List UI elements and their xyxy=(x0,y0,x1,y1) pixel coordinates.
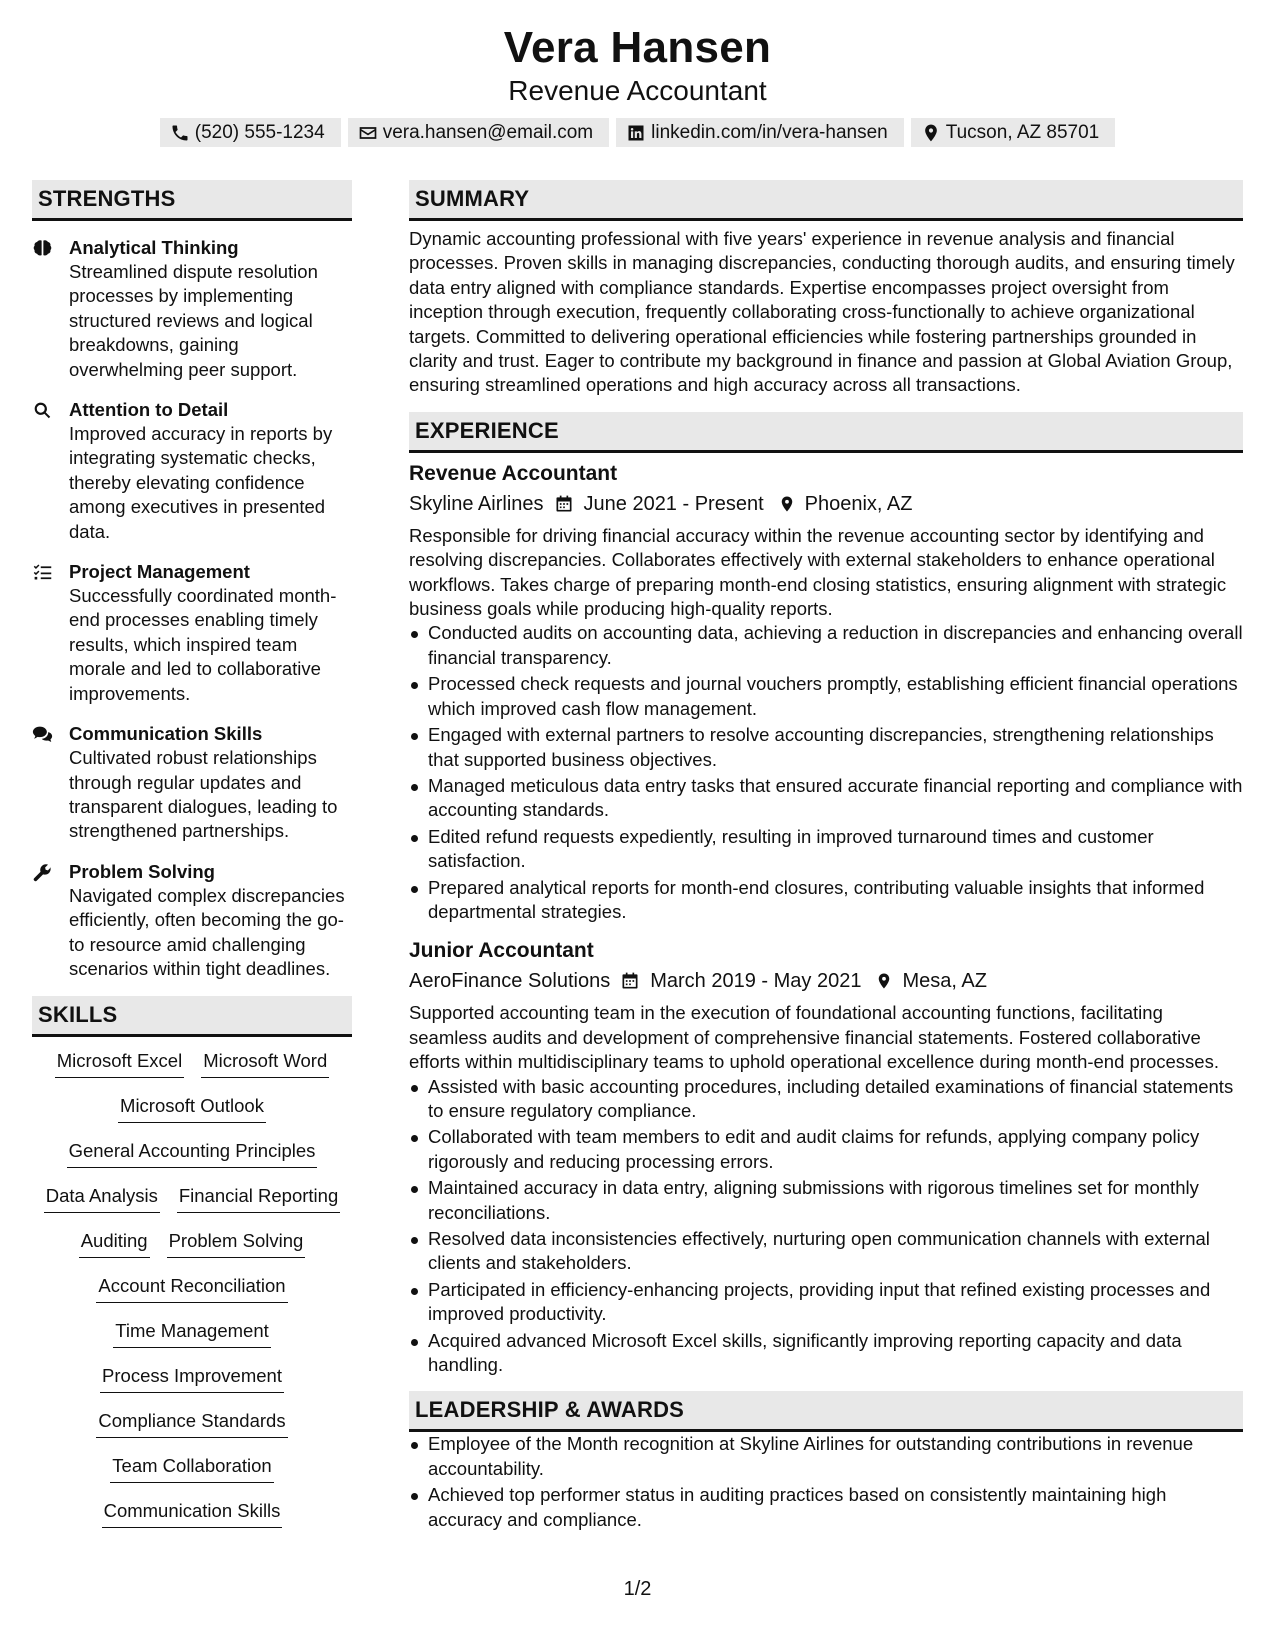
strength-description: Successfully coordinated month-end processes enabling timely results, which inspired team morale and led to collaborative improvements. xyxy=(69,585,337,704)
skill-tag: Microsoft Excel xyxy=(55,1049,184,1078)
strength-description: Streamlined dispute resolution processes by implementing structured reviews and logical breakdowns, gaining overwhelming peer support. xyxy=(69,261,318,380)
job-entry xyxy=(409,936,1243,1377)
contact-linkedin-text: linkedin.com/in/vera-hansen xyxy=(651,121,888,143)
award-item: Achieved top performer status in auditing practices based on consistently maintaining high accuracy and compliance. xyxy=(409,1483,1243,1532)
phone-icon xyxy=(170,123,190,143)
bullet-item: Conducted audits on accounting data, achieving a reduction in discrepancies and enhancing overall financial transparency. xyxy=(409,621,1243,670)
page-number: 1/2 xyxy=(623,1578,652,1600)
task-list-icon xyxy=(32,562,53,583)
skill-tag: Problem Solving xyxy=(167,1229,306,1258)
skill-row xyxy=(32,1319,352,1364)
envelope-icon xyxy=(358,123,378,143)
strengths-list xyxy=(32,235,352,981)
awards-heading: LEADERSHIP & AWARDS xyxy=(409,1391,1243,1432)
job-location: Phoenix, AZ xyxy=(804,492,913,515)
experience-heading: EXPERIENCE xyxy=(409,412,1243,453)
strength-item xyxy=(32,559,352,706)
contact-location-text: Tucson, AZ 85701 xyxy=(945,121,1100,143)
contact-linkedin xyxy=(616,118,904,147)
bullet-item: Engaged with external partners to resolve accounting discrepancies, strengthening relationships that supported business objectives. xyxy=(409,723,1243,772)
resume-header xyxy=(0,22,1275,147)
summary-text: Dynamic accounting professional with five years' experience in revenue analysis and financial processes. Proven skills in managing discrepancies, conducting thorough audits, and ensuring timely data entry aligned with compliance standards. Expertise encompasses project oversight from inception through execution, frequently collaborating cross-functionally to achieve organizational targets. Committed to delivering operational efficiencies while fostering partnerships grounded in clarity and trust. Eager to contribute my background in finance and passion at Global Aviation Group, ensuring streamlined operations and high accuracy across all transactions. xyxy=(409,228,1235,396)
strength-description: Navigated complex discrepancies efficiently, often becoming the go-to resource amid challenging scenarios within tight deadlines. xyxy=(69,884,345,979)
skill-tag: Process Improvement xyxy=(100,1364,284,1393)
job-company: AeroFinance Solutions xyxy=(409,970,611,993)
strength-title: Communication Skills xyxy=(69,723,263,745)
skill-row xyxy=(32,1184,352,1229)
job-description: Responsible for driving financial accuracy within the revenue accounting sector by identifying and resolving discrepancies. Collaborates effectively with external stakeholders to enhance operational workflows. Takes charge of preparing month-end closing statistics, ensuring alignment with strategic business goals while producing high-quality reports. xyxy=(409,524,1227,620)
skill-row xyxy=(32,1229,352,1274)
bullet-item: Prepared analytical reports for month-end closures, contributing valuable insights that informed departmental strategies. xyxy=(409,876,1243,925)
brain-icon xyxy=(32,238,53,259)
skill-row xyxy=(32,1274,352,1319)
strength-title: Problem Solving xyxy=(69,860,215,882)
job-company: Skyline Airlines xyxy=(409,492,544,515)
contact-location xyxy=(911,118,1116,147)
right-column xyxy=(409,180,1243,1534)
strengths-heading: STRENGTHS xyxy=(32,180,352,221)
skill-tag: Financial Reporting xyxy=(177,1184,340,1213)
skill-row xyxy=(32,1364,352,1409)
bullet-item: Collaborated with team members to edit and audit claims for refunds, applying company policy rigorously and reducing processing errors. xyxy=(409,1125,1243,1174)
candidate-name: Vera Hansen xyxy=(503,23,772,72)
bullet-item: Processed check requests and journal vouchers promptly, establishing efficient financial operations which improved cash flow management. xyxy=(409,672,1243,721)
strength-item xyxy=(32,235,352,382)
skills-list xyxy=(32,1049,352,1544)
strength-title: Attention to Detail xyxy=(69,399,229,421)
job-dates: March 2019 - May 2021 xyxy=(650,970,862,993)
candidate-role: Revenue Accountant xyxy=(508,75,767,106)
award-item: Employee of the Month recognition at Skyline Airlines for outstanding contributions in revenue accountability. xyxy=(409,1432,1243,1481)
job-meta xyxy=(409,966,1243,996)
map-pin-icon xyxy=(875,971,893,991)
map-pin-icon xyxy=(778,494,796,514)
strength-title: Analytical Thinking xyxy=(69,237,239,258)
calendar-icon xyxy=(554,494,574,514)
bullet-item: Maintained accuracy in data entry, aligning submissions with rigorous timelines set for monthly reconciliations. xyxy=(409,1176,1243,1225)
job-entry xyxy=(409,459,1243,925)
bullet-item: Edited refund requests expediently, resulting in improved turnaround times and customer satisfaction. xyxy=(409,825,1243,874)
strength-item xyxy=(32,397,352,544)
chat-bubbles-icon xyxy=(32,724,53,745)
skills-heading: SKILLS xyxy=(32,996,352,1037)
contact-email-text: vera.hansen@email.com xyxy=(382,121,594,143)
skill-row xyxy=(32,1499,352,1544)
strength-description: Improved accuracy in reports by integrating systematic checks, thereby elevating confidence among executives in presented data. xyxy=(69,423,333,542)
job-meta xyxy=(409,489,1243,519)
magnifier-icon xyxy=(32,400,53,421)
contact-phone-text: (520) 555-1234 xyxy=(194,121,325,143)
linkedin-icon xyxy=(626,123,646,143)
bullet-item: Assisted with basic accounting procedures, including detailed examinations of financial statements to ensure regulatory compliance. xyxy=(409,1075,1243,1124)
job-title: Junior Accountant xyxy=(409,939,594,963)
skill-tag: Account Reconciliation xyxy=(96,1274,287,1303)
skill-tag: Communication Skills xyxy=(102,1499,283,1528)
job-bullets xyxy=(409,621,1243,924)
strength-item xyxy=(32,721,352,844)
skill-tag: Microsoft Word xyxy=(201,1049,329,1078)
skill-tag: Data Analysis xyxy=(44,1184,160,1213)
awards-list xyxy=(409,1432,1243,1532)
wrench-icon xyxy=(32,862,53,883)
calendar-icon xyxy=(620,971,640,991)
skill-row xyxy=(32,1139,352,1184)
skill-row xyxy=(32,1454,352,1499)
bullet-item: Resolved data inconsistencies effectively, nurturing open communication channels with external clients and stakeholders. xyxy=(409,1227,1243,1276)
skill-tag: Auditing xyxy=(79,1229,150,1258)
skill-row xyxy=(32,1094,352,1139)
job-location: Mesa, AZ xyxy=(902,970,987,993)
strength-item xyxy=(32,859,352,982)
job-title: Revenue Accountant xyxy=(409,461,618,485)
skill-tag: Time Management xyxy=(113,1319,271,1348)
map-pin-icon xyxy=(921,123,941,143)
summary-heading: SUMMARY xyxy=(409,180,1243,221)
job-dates: June 2021 - Present xyxy=(583,492,764,515)
skill-tag: Microsoft Outlook xyxy=(118,1094,266,1123)
strength-title: Project Management xyxy=(69,561,250,583)
skill-tag: Team Collaboration xyxy=(110,1454,273,1483)
contact-email xyxy=(348,118,609,147)
bullet-item: Acquired advanced Microsoft Excel skills, significantly improving reporting capacity and data handling. xyxy=(409,1329,1243,1378)
strength-description: Cultivated robust relationships through regular updates and transparent dialogues, leading to strengthened partnerships. xyxy=(69,747,338,842)
bullet-item: Managed meticulous data entry tasks that ensured accurate financial reporting and compliance with accounting standards. xyxy=(409,774,1243,823)
contact-phone xyxy=(160,118,341,147)
skill-row xyxy=(32,1049,352,1094)
left-column xyxy=(32,180,352,1544)
skill-row xyxy=(32,1409,352,1454)
contact-bar xyxy=(0,118,1275,147)
job-description: Supported accounting team in the execution of foundational accounting functions, facilitating seamless audits and development of comprehensive financial statements. Fostered collaborative efforts within multidisciplinary teams to uphold operational excellence during month-end processes. xyxy=(409,1002,1219,1073)
job-bullets xyxy=(409,1075,1243,1378)
bullet-item: Participated in efficiency-enhancing projects, providing input that refined existing processes and improved productivity. xyxy=(409,1278,1243,1327)
skill-tag: Compliance Standards xyxy=(96,1409,287,1438)
skill-tag: General Accounting Principles xyxy=(67,1139,318,1168)
